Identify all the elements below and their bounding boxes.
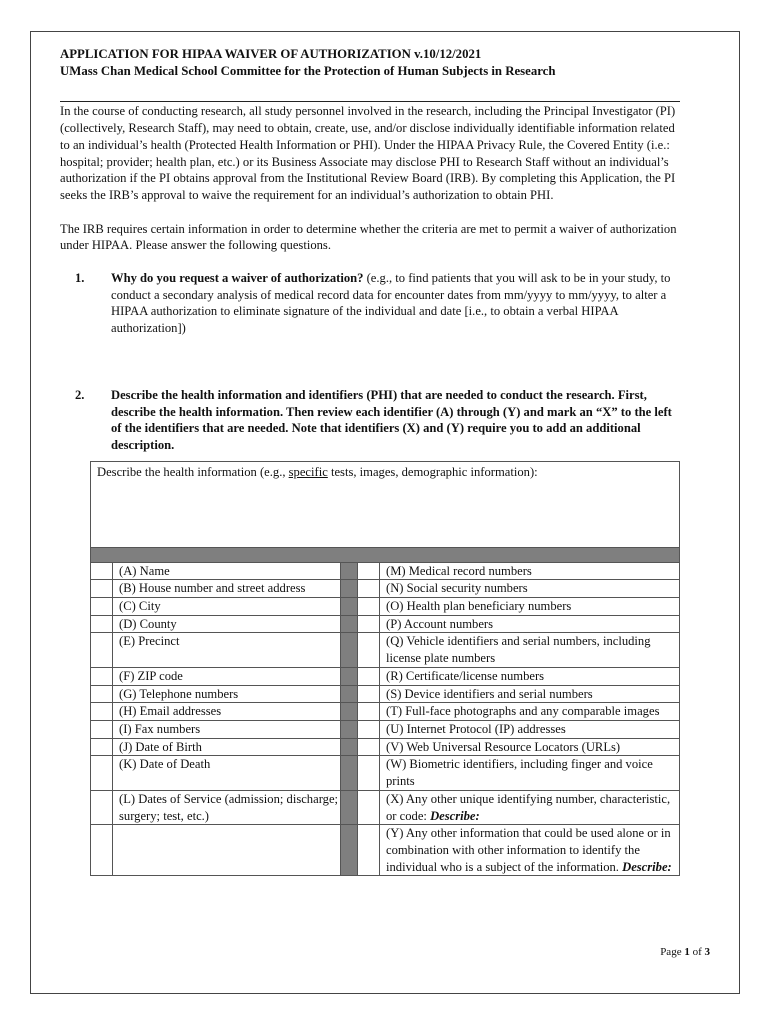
separator	[341, 633, 358, 667]
identifier-left: (E) Precinct	[113, 633, 341, 667]
separator	[341, 756, 358, 790]
page-number: Page 1 of 3	[660, 946, 710, 958]
mark-cell-left[interactable]	[91, 562, 113, 580]
mark-cell-right[interactable]	[358, 720, 380, 738]
separator	[341, 825, 358, 876]
divider	[60, 101, 680, 102]
identifier-left: (I) Fax numbers	[113, 720, 341, 738]
separator	[341, 562, 358, 580]
table-row	[91, 615, 680, 633]
identifier-right: (S) Device identifiers and serial numbers	[380, 685, 680, 703]
separator	[341, 790, 358, 824]
mark-cell-right[interactable]	[358, 633, 380, 667]
table-row	[91, 685, 680, 703]
identifier-right: (Q) Vehicle identifiers and serial numbers, including license plate numbers	[380, 633, 680, 667]
header-band	[91, 547, 680, 562]
identifier-right: (P) Account numbers	[380, 615, 680, 633]
question-1: 1. Why do you request a waiver of authorization? (e.g., to find patients that you will ask to be in your study, to conduct a secondary analysis of medical record data for encounter dates from mm/yyyy to mm/yyyy, to alter a HIPAA authorization to eliminate signature of the individual and date [i.e., to obtain a verbal HIPAA authorization])	[75, 271, 671, 336]
identifier-right: (W) Biometric identifiers, including finger and voice prints	[380, 756, 680, 790]
intro-paragraph-2: The IRB requires certain information in order to determine whether the criteria are met to permit a waiver of authorization under HIPAA. Please answer the following questions.	[60, 221, 677, 253]
identifier-left: (H) Email addresses	[113, 703, 341, 721]
mark-cell-right[interactable]	[358, 562, 380, 580]
separator	[341, 703, 358, 721]
mark-cell-left[interactable]	[91, 667, 113, 685]
table-row	[91, 720, 680, 738]
mark-cell-right[interactable]	[358, 685, 380, 703]
health-info-description-field[interactable]: Describe the health information (e.g., specific tests, images, demographic information):	[91, 461, 680, 547]
mark-cell-left[interactable]	[91, 790, 113, 824]
table-row	[91, 756, 680, 790]
identifier-right: (R) Certificate/license numbers	[380, 667, 680, 685]
mark-cell-right[interactable]	[358, 598, 380, 616]
mark-cell-left[interactable]	[91, 703, 113, 721]
mark-cell-right[interactable]	[358, 790, 380, 824]
table-row	[91, 633, 680, 667]
mark-cell-right[interactable]	[358, 615, 380, 633]
identifier-left: (K) Date of Death	[113, 756, 341, 790]
document-subtitle: UMass Chan Medical School Committee for the Protection of Human Subjects in Research	[60, 63, 556, 78]
identifier-left	[113, 825, 341, 876]
separator	[341, 720, 358, 738]
table-row	[91, 598, 680, 616]
separator	[341, 667, 358, 685]
table-row	[91, 703, 680, 721]
identifier-right: (O) Health plan beneficiary numbers	[380, 598, 680, 616]
mark-cell-left[interactable]	[91, 825, 113, 876]
identifier-left: (L) Dates of Service (admission; discharge; surgery; test, etc.)	[113, 790, 341, 824]
identifier-left: (F) ZIP code	[113, 667, 341, 685]
mark-cell-right[interactable]	[358, 738, 380, 756]
separator	[341, 598, 358, 616]
mark-cell-left[interactable]	[91, 685, 113, 703]
identifier-right: (T) Full-face photographs and any comparable images	[380, 703, 680, 721]
separator	[341, 615, 358, 633]
identifier-left: (G) Telephone numbers	[113, 685, 341, 703]
mark-cell-right[interactable]	[358, 703, 380, 721]
separator	[341, 738, 358, 756]
mark-cell-left[interactable]	[91, 615, 113, 633]
document-title: APPLICATION FOR HIPAA WAIVER OF AUTHORIZATION v.10/12/2021	[60, 47, 482, 61]
identifier-left: (A) Name	[113, 562, 341, 580]
phi-identifiers-table	[90, 461, 680, 877]
mark-cell-left[interactable]	[91, 756, 113, 790]
identifier-left: (C) City	[113, 598, 341, 616]
identifier-right: (Y) Any other information that could be used alone or in combination with other information to identify the individual who is a subject of the information. Describe:	[380, 825, 680, 876]
table-row	[91, 580, 680, 598]
mark-cell-left[interactable]	[91, 598, 113, 616]
mark-cell-right[interactable]	[358, 825, 380, 876]
separator	[341, 685, 358, 703]
separator	[341, 580, 358, 598]
identifier-left: (D) County	[113, 615, 341, 633]
mark-cell-left[interactable]	[91, 720, 113, 738]
mark-cell-left[interactable]	[91, 580, 113, 598]
identifier-right: (U) Internet Protocol (IP) addresses	[380, 720, 680, 738]
identifier-right: (N) Social security numbers	[380, 580, 680, 598]
mark-cell-left[interactable]	[91, 633, 113, 667]
mark-cell-right[interactable]	[358, 756, 380, 790]
table-row	[91, 825, 680, 876]
question-2: 2. Describe the health information and identifiers (PHI) that are needed to conduct the research. First, describe the health information. Then review each identifier (A) through (Y) and mark an “X” to the left of the identifiers that are needed. Note that identifiers (X) and (Y) require you to add an additional description.	[75, 387, 672, 452]
identifier-right: (X) Any other unique identifying number, characteristic, or code: Describe:	[380, 790, 680, 824]
table-row	[91, 790, 680, 824]
table-row	[91, 738, 680, 756]
identifier-left: (B) House number and street address	[113, 580, 341, 598]
table-row	[91, 562, 680, 580]
mark-cell-right[interactable]	[358, 667, 380, 685]
mark-cell-left[interactable]	[91, 738, 113, 756]
identifier-right: (V) Web Universal Resource Locators (URLs)	[380, 738, 680, 756]
identifier-left: (J) Date of Birth	[113, 738, 341, 756]
table-row	[91, 667, 680, 685]
identifier-right: (M) Medical record numbers	[380, 562, 680, 580]
mark-cell-right[interactable]	[358, 580, 380, 598]
intro-paragraph: In the course of conducting research, all study personnel involved in the research, including the Principal Investigator (PI) (collectively, Research Staff), may need to obtain, create, use, and/or disclose individually identifiable information related to an individual’s health (Protected Health Information or PHI). Under the HIPAA Privacy Rule, the Covered Entity (i.e.: hospital; provider; health plan, etc.) or its Business Associate may disclose PHI to Research Staff without an individual’s authorization if the PI obtains approval from the Institutional Review Board (IRB). By completing this Application, the PI seeks the IRB’s approval to waive the requirement for an individual’s authorization to obtain PHI.	[60, 104, 676, 202]
